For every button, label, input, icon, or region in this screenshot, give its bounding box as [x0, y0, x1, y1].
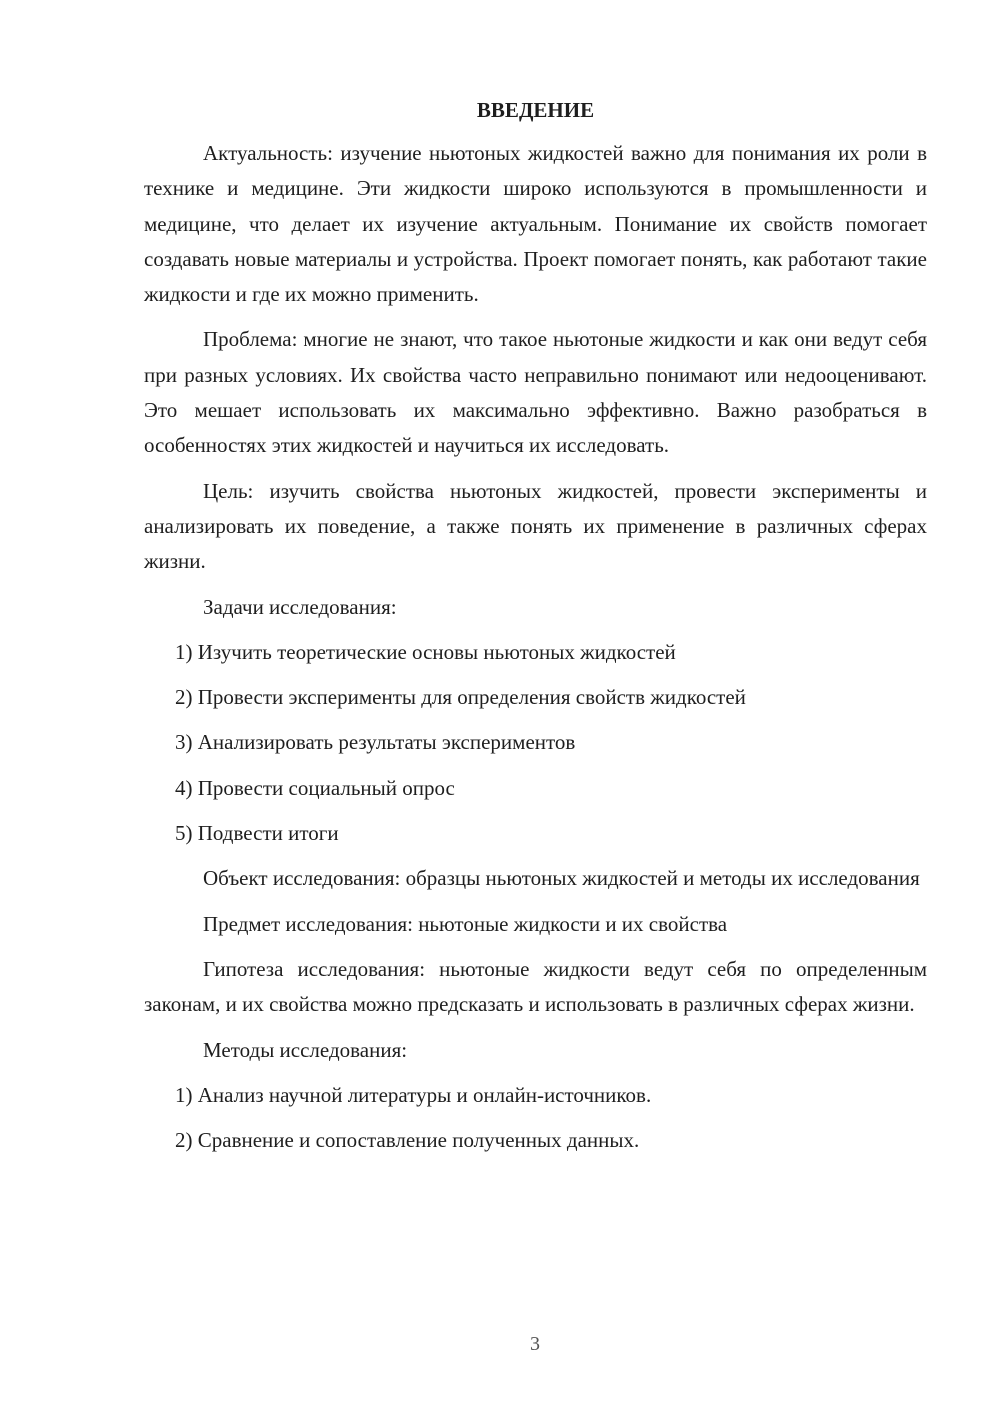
page-title: ВВЕДЕНИЕ: [476, 98, 595, 122]
object-paragraph: Объект исследования: образцы ньютоных жидкостей и методы их исследования: [203, 866, 920, 891]
task-item-3: 3) Анализировать результаты экспериментов: [175, 730, 576, 755]
task-item-4: 4) Провести социальный опрос: [175, 775, 455, 800]
hypothesis-paragraph: Гипотеза исследования: ньютоные жидкости ведут себя по определенным законам, и их свойства можно предсказать и использовать в различных сферах жизни.: [144, 956, 927, 1017]
document-page: [144, 96, 927, 1168]
tasks-heading: Задачи исследования:: [203, 594, 397, 619]
task-item-2: 2) Провести эксперименты для определения свойств жидкостей: [175, 685, 746, 710]
subject-paragraph: Предмет исследования: ньютоные жидкости и их свойства: [203, 911, 728, 936]
methods-heading: Методы исследования:: [203, 1037, 408, 1062]
method-item-2: 2) Сравнение и сопоставление полученных данных.: [175, 1128, 640, 1153]
method-item-1: 1) Анализ научной литературы и онлайн-источников.: [175, 1082, 652, 1107]
problem-paragraph: Проблема: многие не знают, что такое ньютоные жидкости и как они ведут себя при разных условиях. Их свойства часто неправильно понимают или недооценивают. Это мешает использовать их максимально эффективно. Важно разобраться в особенностях этих жидкостей и научиться их исследовать.: [144, 327, 927, 458]
task-item-1: 1) Изучить теоретические основы ньютоных жидкостей: [175, 639, 676, 664]
goal-paragraph: Цель: изучить свойства ньютоных жидкостей, провести эксперименты и анализировать их поведение, а также понять их применение в различных сферах жизни.: [144, 478, 927, 574]
relevance-paragraph: Актуальность: изучение ньютоных жидкостей важно для понимания их роли в технике и медицине. Эти жидкости широко используются в промышленности и медицине, что делает их изучение актуальным. Понимание их свойств помогает создавать новые материалы и устройства. Проект помогает понять, как работают такие жидкости и где их можно применить.: [144, 141, 927, 307]
page-number: 3: [530, 1333, 540, 1355]
task-item-5: 5) Подвести итоги: [175, 821, 339, 846]
